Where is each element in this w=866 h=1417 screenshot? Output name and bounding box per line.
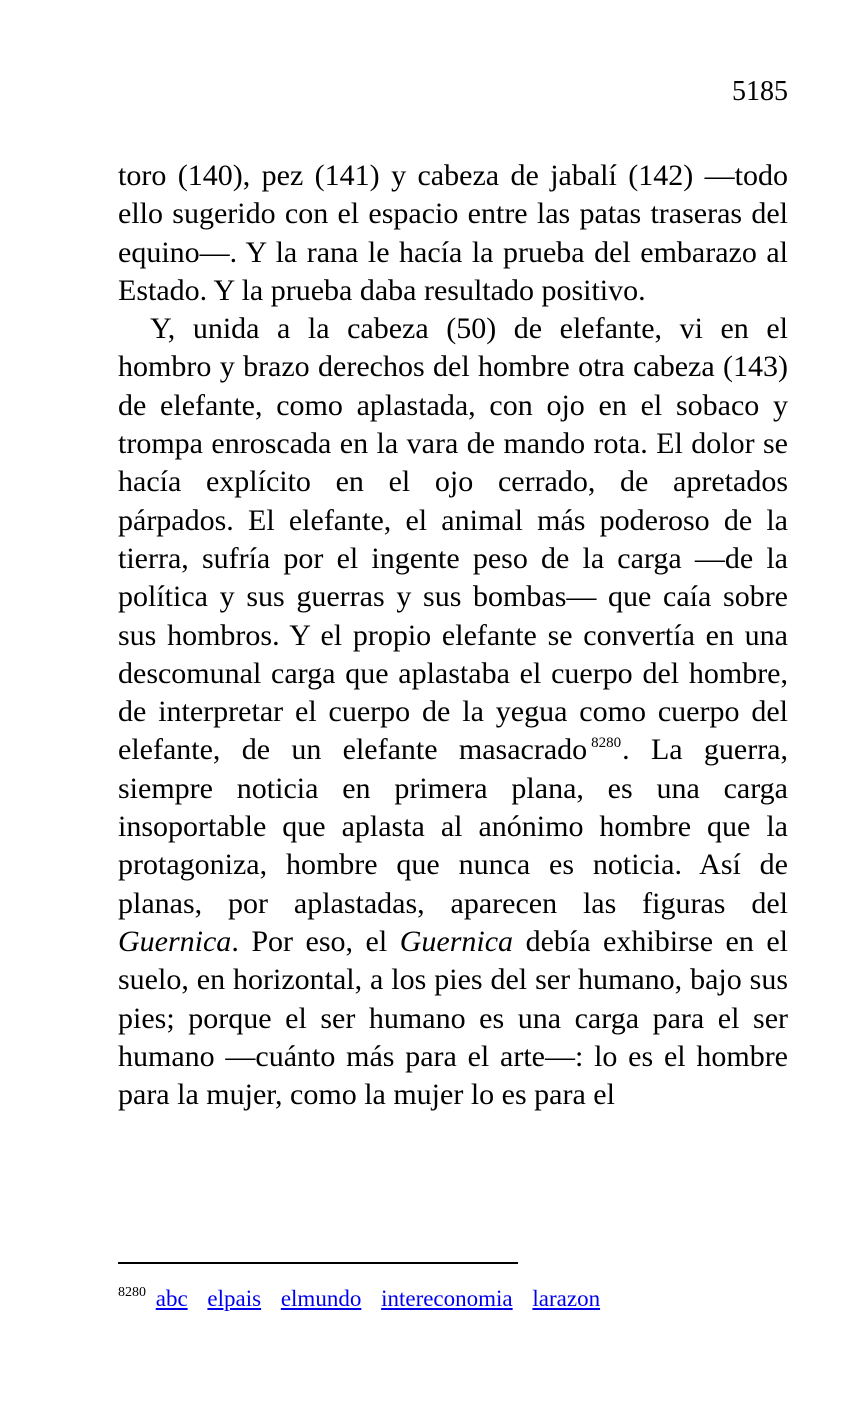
paragraph-2-text-d: debía exhibirse en el suelo, en horizontal, a los pies del ser humano, bajo sus pies; porque el ser humano es una carga para el ser humano —cuánto más para el arte—: lo es el hombre para la mujer, como la mujer lo es para el [118,924,789,1112]
footnote-link-larazon[interactable]: larazon [532,1286,601,1311]
footnote-link-intereconomia[interactable]: intereconomia [381,1286,513,1311]
footnote-separator [118,1262,518,1264]
footnote [118,1284,788,1314]
paragraph-2-text-b: . La guerra, siempre noticia en primera plana, es una carga insoportable que aplasta al anónimo hombre que la protagoniza, hombre que nunca es noticia. Así de planas, por aplastadas, aparecen las figuras del [118,733,788,920]
body-text [118,157,788,1114]
italic-title-guernica: Guernica [118,924,232,958]
page-number: 5185 [732,76,788,107]
footnote-number: 8280 [118,1285,146,1300]
paragraph-2-text-a: Y, unida a la cabeza (50) de elefante, vi en el hombro y brazo derechos del hombre otra cabeza (143) de elefante, como aplastada, con ojo en el sobaco y trompa enroscada en la vara de mando rota. El dolor se hacía explícito en el ojo cerrado, de apretados párpados. El elefante, el animal más poderoso de la tierra, sufría por el ingente peso de la carga —de la política y sus guerras y sus bombas— que caía sobre sus hombros. Y el propio elefante se convertía en una descomunal carga que aplastaba el cuerpo del hombre, de interpretar el cuerpo de la yegua como cuerpo del elefante, de un elefante masacrado [118,312,788,767]
footnote-link-elmundo[interactable]: elmundo [280,1286,362,1311]
paragraph-2 [118,310,788,1114]
footnote-link-elpais[interactable]: elpais [207,1286,262,1311]
paragraph-1-text: toro (140), pez (141) y cabeza de jabalí (142) —todo ello sugerido con el espacio entre las patas traseras del equino—. Y la rana le hacía la prueba del embarazo al Estado. Y la prueba daba resultado positivo. [118,159,788,307]
italic-title-guernica: Guernica [399,924,514,958]
footnote-reference[interactable]: 8280 [591,735,622,752]
paragraph-1 [118,157,788,310]
footnote-link-abc[interactable]: abc [155,1286,188,1311]
paragraph-2-text-c: . Por eso, el [231,924,388,958]
